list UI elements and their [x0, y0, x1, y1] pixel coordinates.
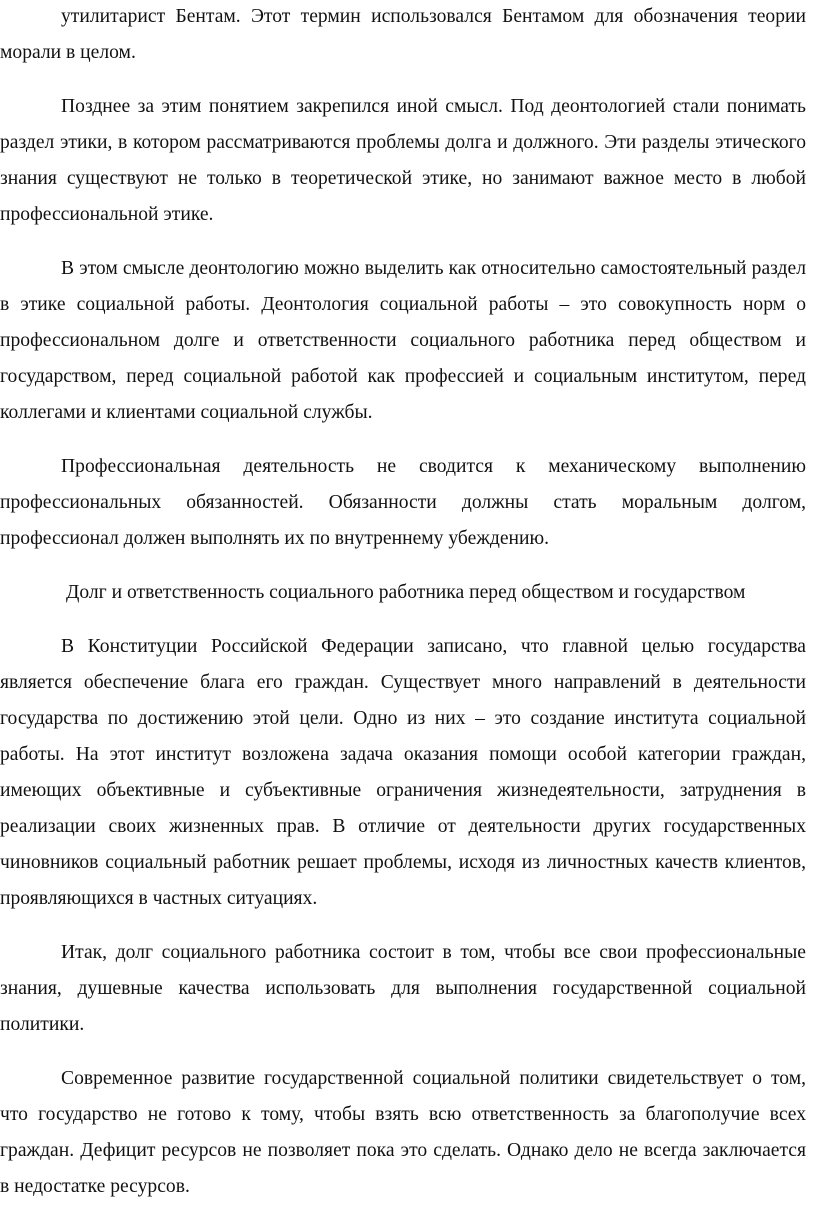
- paragraph-deontology-meaning: Позднее за этим понятием закрепился иной смысл. Под деонтологией стали понимать раздел этики, в котором рассматриваются проблемы долга и должного. Эти разделы этического знания существуют не только в теоретической этике, но занимают важное место в любой профессиональной этике.: [0, 96, 806, 225]
- paragraph-professional-activity: Профессиональная деятельность не сводится к механическому выполнению профессиональных обязанностей. Обязанности должны стать моральным долгом, профессионал должен выполнять их по внутреннему убеждению.: [0, 456, 806, 549]
- paragraph-social-work-deontology: В этом смысле деонтологию можно выделить как относительно самостоятельный раздел в этике социальной работы. Деонтология социальной работы – это совокупность норм о профессиональном долге и ответственности социального работника перед обществом и государством, перед социальной работой как профессией и социальным институтом, перед коллегами и клиентами социальной службы.: [0, 258, 806, 423]
- paragraph-constitution: В Конституции Российской Федерации записано, что главной целью государства является обеспечение блага его граждан. Существует много направлений в деятельности государства по достижению этой цели. Одно из них – это создание института социальной работы. На этот институт возложена задача оказания помощи особой категории граждан, имеющих объективные и субъективные ограничения жизнедеятельности, затруднения в реализации своих жизненных прав. В отличие от деятельности других государственных чиновников социальный работник решает проблемы, исходя из личностных качеств клиентов, проявляющихся в частных ситуациях.: [0, 636, 806, 909]
- paragraph-bentham-continuation: утилитарист Бентам. Этот термин использовался Бентамом для обозначения теории морали в целом.: [0, 6, 806, 63]
- paragraph-modern-policy: Современное развитие государственной социальной политики свидетельствует о том, что государство не готово к тому, чтобы взять всю ответственность за благополучие всех граждан. Дефицит ресурсов не позволяет пока это сделать. Однако дело не всегда заключается в недостатке ресурсов.: [0, 1068, 806, 1197]
- section-heading: Долг и ответственность социального работника перед обществом и государством: [66, 582, 746, 603]
- paragraph-duty-summary: Итак, долг социального работника состоит в том, чтобы все свои профессиональные знания, душевные качества использовать для выполнения государственной социальной политики.: [0, 942, 806, 1035]
